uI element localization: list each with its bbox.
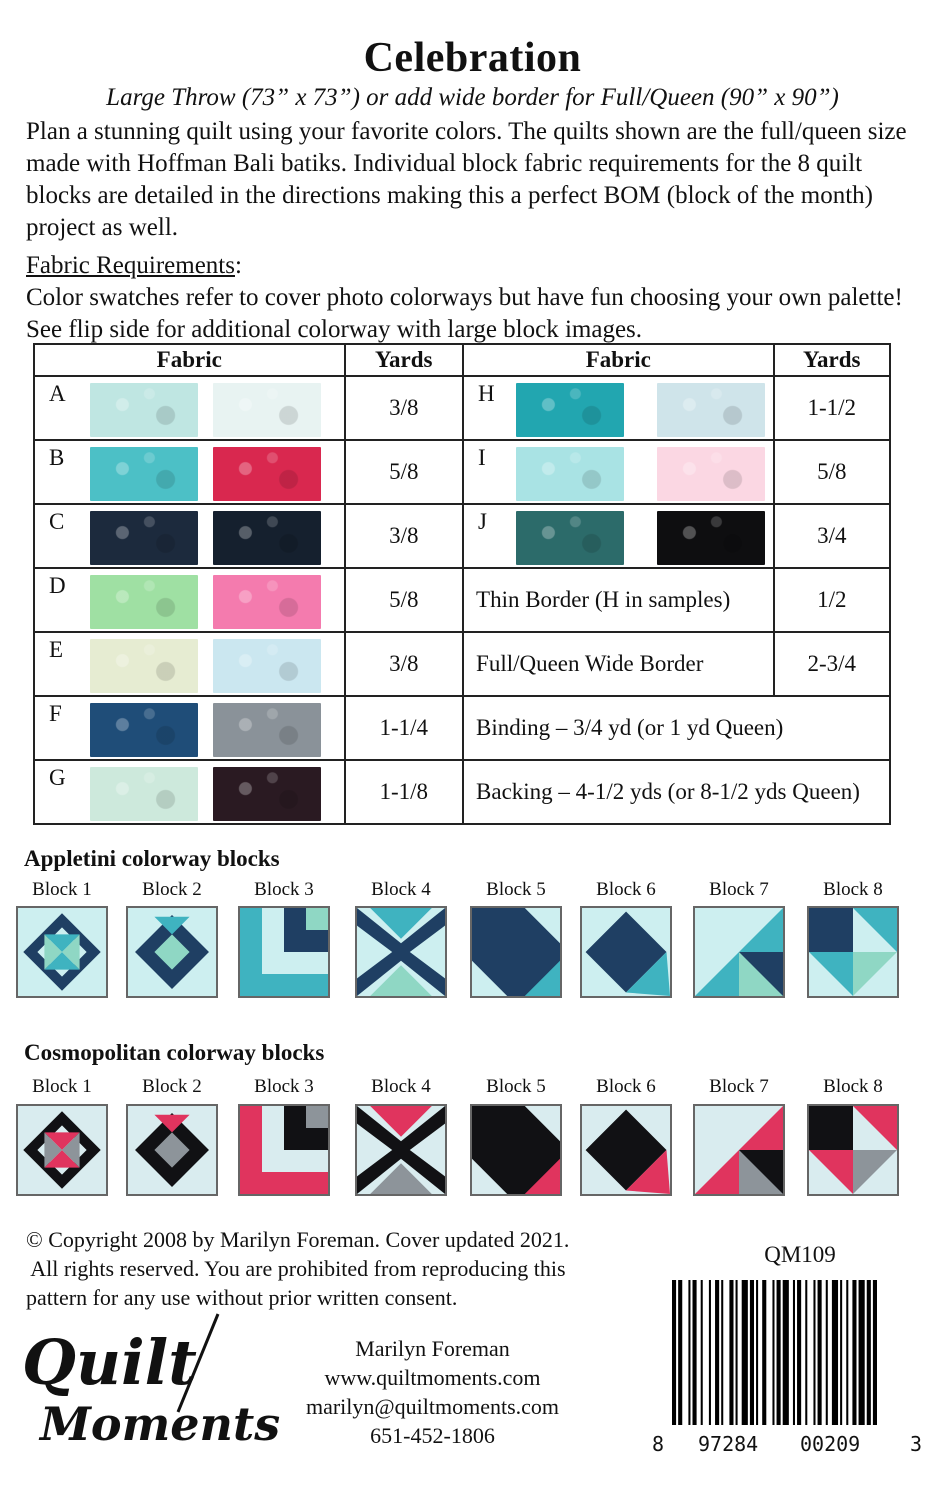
copyright-notice <box>26 1225 666 1312</box>
fabric-swatch <box>213 639 321 693</box>
fabric-swatch <box>213 511 321 565</box>
block-label: Block 7 <box>709 1076 769 1097</box>
barcode-bar <box>750 1280 754 1425</box>
block-label: Block 7 <box>709 879 769 900</box>
fabric-row <box>34 440 890 504</box>
quilt-block <box>126 906 218 998</box>
block-label: Block 3 <box>254 879 314 900</box>
barcode-bar <box>756 1280 758 1425</box>
product-code: QM109 <box>764 1242 836 1267</box>
block-quad-tl <box>809 908 853 952</box>
quilt-block <box>693 1104 785 1196</box>
fabric-swatch <box>213 767 321 821</box>
fabric-swatch <box>516 447 624 501</box>
fabric-swatch <box>90 383 198 437</box>
block-label: Block 6 <box>596 879 656 900</box>
barcode-bar <box>813 1280 815 1425</box>
block-label: Block 6 <box>596 1076 656 1097</box>
fabric-swatch <box>213 383 321 437</box>
fabric-swatch <box>516 511 624 565</box>
barcode-bar <box>715 1280 719 1425</box>
barcode-bar <box>859 1280 865 1425</box>
contact-phone: 651-452-1806 <box>370 1423 495 1448</box>
quilt-block <box>16 1104 108 1196</box>
fabric-row <box>34 504 890 568</box>
requirement-label: Full/Queen Wide Border <box>463 632 774 696</box>
barcode-bar <box>688 1280 690 1425</box>
barcode-digit-first: 8 <box>652 1432 665 1456</box>
quilt-block <box>693 906 785 998</box>
barcode-bar <box>736 1280 738 1425</box>
block-label: Block 1 <box>32 1076 92 1097</box>
quilt-block <box>238 906 330 998</box>
pattern-subtitle: Large Throw (73” x 73”) or add wide border for Full/Queen (90” x 90”) <box>106 84 839 111</box>
copyright-line-3: pattern for any use without prior written consent. <box>26 1285 458 1310</box>
barcode-bar <box>772 1280 774 1425</box>
barcode-bar <box>832 1280 838 1425</box>
quilt-moments-logo <box>18 1312 281 1462</box>
barcode-bar <box>783 1280 789 1425</box>
fabric-row <box>34 376 890 440</box>
fabric-cell <box>34 504 345 568</box>
header-fabric-right: Fabric <box>463 344 774 376</box>
requirements-note: Color swatches refer to cover photo colorways but have fun choosing your own palette! See flip side for additional colorway with large block images. <box>26 284 903 343</box>
block-quad-tl <box>809 1106 853 1150</box>
block-label: Block 3 <box>254 1076 314 1097</box>
logo-word-quilt: Quilt <box>22 1326 197 1399</box>
header-yards-left: Yards <box>345 344 464 376</box>
fabric-swatch <box>90 575 198 629</box>
fabric-yards: 1-1/2 <box>774 376 890 440</box>
fabric-row <box>34 568 890 632</box>
block-step-3 <box>306 908 328 930</box>
fabric-letter: A <box>49 381 66 406</box>
fabric-cell <box>34 376 345 440</box>
fabric-letter: J <box>478 509 487 534</box>
fabric-table-header <box>34 344 890 376</box>
fabric-row <box>34 760 890 824</box>
fabric-cell <box>463 376 774 440</box>
requirement-label: Thin Border (H in samples) <box>463 568 774 632</box>
fabric-swatch <box>90 511 198 565</box>
barcode-bar <box>826 1280 828 1425</box>
fabric-swatch <box>657 447 765 501</box>
fabric-letter: F <box>49 701 62 726</box>
intro-paragraph: Plan a stunning quilt using your favorite colors. The quilts shown are the full/queen size made with Hoffman Bali batiks. Individual block fabric requirements for the 8 quilt blocks are detailed in the directions making this a perfect BOM (block of the month) project as well. <box>26 118 907 241</box>
fabric-swatch <box>213 703 321 757</box>
barcode-bar <box>721 1280 723 1425</box>
pattern-title: Celebration <box>363 35 582 81</box>
requirements-heading-colon: : <box>234 252 242 279</box>
block-label: Block 5 <box>486 1076 546 1097</box>
contact-info <box>260 1334 605 1450</box>
fabric-yards: 1-1/4 <box>345 696 464 760</box>
quilt-block <box>238 1104 330 1196</box>
quilt-block <box>470 906 562 998</box>
fabric-cell <box>34 632 345 696</box>
barcode-bar <box>701 1280 703 1425</box>
barcode-bar <box>805 1280 807 1425</box>
barcode-bar <box>709 1280 711 1425</box>
fabric-cell <box>34 696 345 760</box>
fabric-letter: H <box>478 381 495 406</box>
fabric-swatch <box>657 383 765 437</box>
barcode-digit-last: 3 <box>910 1432 923 1456</box>
quilt-block <box>580 906 672 998</box>
block-label: Block 4 <box>371 1076 431 1097</box>
fabric-yards: 3/4 <box>774 504 890 568</box>
fabric-yards: 3/8 <box>345 376 464 440</box>
quilt-block <box>16 906 108 998</box>
barcode-bar <box>729 1280 733 1425</box>
fabric-letter: B <box>49 445 65 470</box>
barcode-bar <box>846 1280 848 1425</box>
copyright-line-1: © Copyright 2008 by Marilyn Foreman. Cover updated 2021. <box>26 1227 570 1252</box>
quilt-block <box>807 906 899 998</box>
fabric-swatch <box>90 703 198 757</box>
header-fabric-left: Fabric <box>34 344 345 376</box>
quilt-block <box>355 1104 447 1196</box>
fabric-cell <box>34 440 345 504</box>
barcode-bar <box>777 1280 781 1425</box>
fabric-cell <box>34 760 345 824</box>
fabric-letter: G <box>49 765 66 790</box>
block-label: Block 8 <box>823 1076 883 1097</box>
barcode-bar <box>852 1280 856 1425</box>
contact-name: Marilyn Foreman <box>355 1336 510 1361</box>
fabric-cell <box>463 504 774 568</box>
barcode-bar <box>840 1280 842 1425</box>
block-label: Block 5 <box>486 879 546 900</box>
barcode-digits-right: 00209 <box>800 1432 861 1456</box>
requirement-yards: 2-3/4 <box>774 632 890 696</box>
fabric-letter: I <box>478 445 486 470</box>
fabric-row <box>34 632 890 696</box>
block-label: Block 4 <box>371 879 431 900</box>
fabric-letter: D <box>49 573 66 598</box>
quilt-block <box>580 1104 672 1196</box>
fabric-cell <box>34 568 345 632</box>
quilt-block <box>807 1104 899 1196</box>
contact-website[interactable]: www.quiltmoments.com <box>324 1365 541 1390</box>
quilt-block <box>126 1104 218 1196</box>
fabric-row <box>34 696 890 760</box>
fabric-swatch <box>213 447 321 501</box>
fabric-letter: E <box>49 637 64 662</box>
barcode-bar <box>762 1280 766 1425</box>
copyright-line-2: All rights reserved. You are prohibited from reproducing this <box>26 1256 566 1281</box>
header-yards-right: Yards <box>774 344 890 376</box>
cosmopolitan-heading: Cosmopolitan colorway blocks <box>24 1040 325 1065</box>
quilt-block <box>355 906 447 998</box>
fabric-yards: 5/8 <box>345 568 464 632</box>
logo-word-moments: Moments <box>40 1397 281 1451</box>
fabric-swatch <box>90 639 198 693</box>
barcode-bar <box>742 1280 748 1425</box>
requirement-label: Backing – 4-1/2 yds (or 8-1/2 yds Queen) <box>463 760 890 824</box>
fabric-swatch <box>516 383 624 437</box>
fabric-yards: 1-1/8 <box>345 760 464 824</box>
requirements-heading-text: Fabric Requirements <box>26 252 235 279</box>
contact-email[interactable]: marilyn@quiltmoments.com <box>305 1394 560 1419</box>
fabric-yards: 3/8 <box>345 504 464 568</box>
barcode-bar <box>797 1280 801 1425</box>
appletini-heading: Appletini colorway blocks <box>24 846 280 871</box>
barcode-bar <box>693 1280 697 1425</box>
fabric-swatch <box>657 511 765 565</box>
barcode-bar <box>818 1280 822 1425</box>
block-label: Block 8 <box>823 879 883 900</box>
requirement-label: Binding – 3/4 yd (or 1 yd Queen) <box>463 696 890 760</box>
barcode-bar <box>672 1280 676 1425</box>
block-label: Block 2 <box>142 1076 202 1097</box>
barcode-image <box>672 1280 920 1425</box>
barcode-bar <box>867 1280 871 1425</box>
requirement-yards: 1/2 <box>774 568 890 632</box>
fabric-cell <box>463 440 774 504</box>
barcode-bar <box>793 1280 795 1425</box>
fabric-letter: C <box>49 509 65 534</box>
fabric-yards: 3/8 <box>345 632 464 696</box>
fabric-swatch <box>213 575 321 629</box>
block-label: Block 1 <box>32 879 92 900</box>
barcode-digits-left: 97284 <box>698 1432 759 1456</box>
fabric-yards: 5/8 <box>345 440 464 504</box>
block-label: Block 2 <box>142 879 202 900</box>
fabric-swatch <box>90 767 198 821</box>
barcode-bar <box>678 1280 682 1425</box>
requirements-heading <box>26 250 242 282</box>
fabric-swatch <box>90 447 198 501</box>
fabric-yards: 5/8 <box>774 440 890 504</box>
quilt-block <box>470 1104 562 1196</box>
block-step-3 <box>306 1106 328 1128</box>
fabric-table <box>33 343 891 825</box>
barcode-bar <box>873 1280 877 1425</box>
